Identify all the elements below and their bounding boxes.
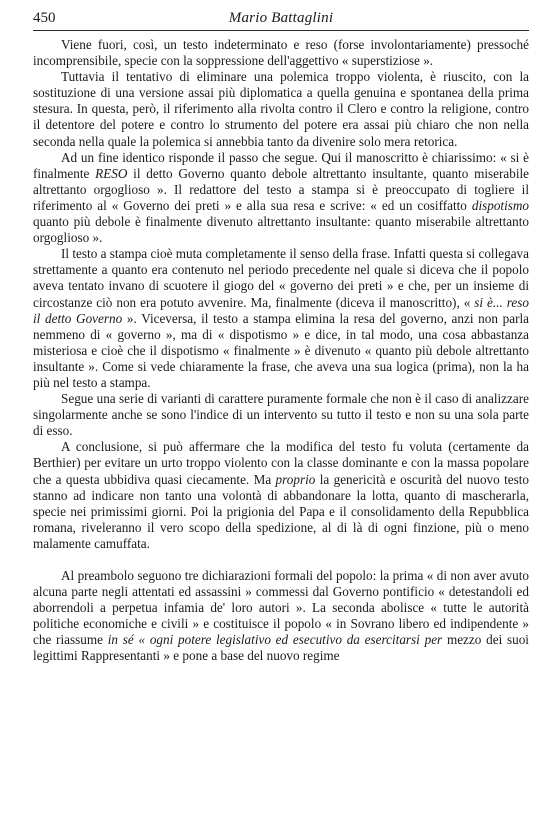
running-head: Mario Battaglini bbox=[228, 10, 334, 26]
paragraph bbox=[33, 568, 529, 665]
italic-text: si è... reso il detto Governo bbox=[33, 294, 529, 326]
text-run: Al preambolo seguono tre dichiarazioni formali del popolo: la prima « di non aver avuto alcuna parte negli attentati ed assassini » commessi dal Governo pontificio « detestandoli ed aborrendoli a perpetua infamia de' loro autori ». La seconda abolisce « tutte le autorità politiche economiche e civili » e costituisce il popolo « in Sovrano libero ed indipendente » che riassume bbox=[33, 568, 529, 648]
text-run: il detto Governo quanto debole altrettanto insultante, quanto miserabile altrettanto orgoglioso ». Il redattore del testo a stampa si è preoccupato di togliere il riferimento al « Governo dei preti » e alla sua resa e scrive: « ed un cosiffatto bbox=[33, 165, 529, 213]
text-run: Segue una serie di varianti di carattere puramente formale che non è il caso di analizzare singolarmente anche se sono l'indice di un intervento su tutto il testo e non su una sola parte di esso. bbox=[33, 391, 529, 439]
text-run: Ad un fine identico risponde il passo che segue. Qui il manoscritto è chiarissimo: « si è finalmente bbox=[33, 149, 529, 181]
text-run: ». Viceversa, il testo a stampa elimina la resa del governo, anzi non parla nemmeno di « governo », ma di « dispotismo » e dice, in tal modo, una cosa abbastanza misteriosa e cioè che il dispotismo « finalmente » è divenuto « quanto più debole altrettanto insultante ». Come si vede chiaramente la frase, che aveva una sua logica (prima), non la ha più nel testo a stampa. bbox=[33, 310, 529, 390]
paragraph bbox=[33, 439, 529, 552]
paragraph bbox=[33, 391, 529, 439]
text-run: Tuttavia il tentativo di eliminare una polemica troppo violenta, è riuscito, con la sostituzione di una versione assai più diplomatica a quella genuina e spontanea della prima stesura. In questa, però, il riferimento alla rivolta contro il Clero e contro la religione, contro il detentore del potere e contro lo strumento del potere era assai più chiaro che non nella seconda nella quale la polemica si annebbia tanto da divenire solo mera retorica. bbox=[33, 69, 529, 149]
text-run: A conclusione, si può affermare che la modifica del testo fu voluta (certamente da Berthier) per evitare un urto troppo violento con la classe dominante e con la massa popolare che a questa ubbidiva quasi ciecamente. Ma bbox=[33, 439, 529, 487]
text-run: la genericità e oscurità del nuovo testo stanno ad indicare non tanto una volontà di abbandonare la lotta, quanto di mascherarla, specie nei primissimi giorni. Poi la prigionia del Papa e il consolidamento della Repubblica romana, riveleranno il vero scopo della spedizione, al di là di ogni finzione, più o meno malamente camuffata. bbox=[33, 471, 529, 551]
page-number: 450 bbox=[33, 10, 56, 26]
paragraph bbox=[33, 37, 529, 69]
text-run: quanto più debole è finalmente divenuto altrettanto insultante: quanto miserabile altrettanto orgoglioso ». bbox=[33, 214, 529, 246]
paragraph bbox=[33, 150, 529, 247]
italic-text: dispotismo bbox=[471, 197, 529, 213]
section-gap bbox=[33, 552, 529, 568]
italic-text: RESO bbox=[95, 165, 128, 181]
italic-text: in sé « ogni potere legislativo ed esecutivo da esercitarsi per bbox=[107, 632, 443, 648]
body-text bbox=[33, 37, 529, 665]
italic-text: proprio bbox=[275, 471, 316, 487]
text-run: Viene fuori, così, un testo indeterminato e reso (forse involontariamente) pressoché incomprensibile, specie con la soppressione dell'aggettivo « superstiziose ». bbox=[33, 37, 529, 69]
text-run: Il testo a stampa cioè muta completamente il senso della frase. Infatti questa si collegava strettamente a quanto era contenuto nel periodo precedente nel quale si diceva che il popolo aveva tentato invano di scuotere il giogo del « governo dei preti » e che, per un insieme di circostanze ciò non era potuto avvenire. Ma, finalmente (diceva il manoscritto), « bbox=[33, 246, 529, 310]
paragraph bbox=[33, 69, 529, 149]
page-header bbox=[33, 8, 529, 31]
book-page bbox=[33, 8, 529, 816]
paragraph bbox=[33, 246, 529, 391]
text-run: mezzo dei suoi legittimi Rappresentanti » e pone a base del nuovo regime bbox=[33, 632, 529, 664]
